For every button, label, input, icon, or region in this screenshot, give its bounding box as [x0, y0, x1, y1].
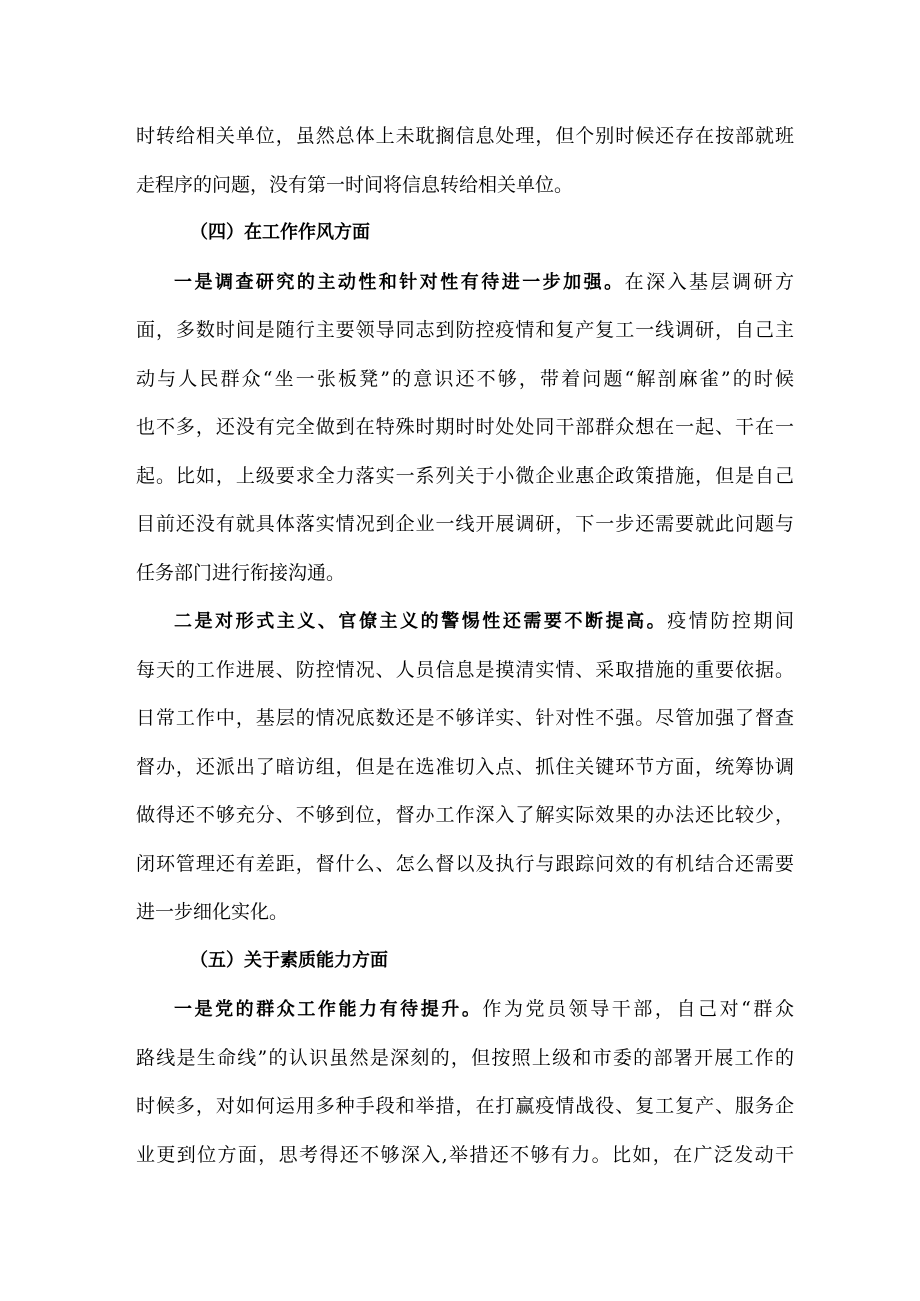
text-line: 路线是生命线”的认识虽然是深刻的，但按照上级和市委的部署开展工作的 [136, 1046, 794, 1069]
lead-rest: 作为党员领导干部，自己对“群众 [482, 998, 794, 1020]
text-line: 督办，还派出了暗访组，但是在选准切入点、抓住关键环节方面，统筹协调 [136, 755, 794, 778]
paragraph-3 [136, 597, 794, 937]
text-line: 也不多，还没有完全做到在特殊时期时时处处同干部群众想在一起、干在一 [136, 416, 794, 438]
lead-rest: 在深入基层调研方 [624, 270, 794, 293]
text-line: 进一步细化实化。 [136, 901, 289, 923]
text-line [136, 597, 794, 646]
lead-rest: 疫情防控期间 [667, 610, 794, 632]
bold-lead: 一是党的群众工作能力有待提升。 [174, 999, 483, 1020]
text-line [136, 258, 794, 307]
text-line: 时候多，对如何运用多种手段和举措，在打赢疫情战役、复工复产、服务企 [136, 1095, 794, 1117]
text-line: 闭环管理还有差距，督什么、怎么督以及执行与跟踪问效的有机结合还需要 [136, 852, 794, 875]
text-line: 面，多数时间是随行主要领导同志到防控疫情和复产复工一线调研，自己主 [136, 319, 794, 341]
paragraph-2 [136, 258, 794, 598]
text-line [136, 985, 794, 1034]
text-line: 时转给相关单位，虽然总体上未耽搁信息处理，但个别时候还存在按部就班 [136, 125, 794, 147]
bold-lead: 二是对形式主义、官僚主义的警惕性还需要不断提高。 [174, 611, 668, 632]
text-line: 目前还没有就具体落实情况到企业一线开展调研，下一步还需要就此问题与 [136, 513, 794, 535]
paragraph-4 [136, 985, 794, 1179]
section-heading-5: （五）关于素质能力方面 [190, 949, 388, 971]
text-line: 做得还不够充分、不够到位，督办工作深入了解实际效果的办法还比较少， [136, 804, 794, 826]
text-line: 每天的工作进展、防控情况、人员信息是摸清实情、采取措施的重要依据。 [136, 658, 794, 681]
section-heading-4: （四）在工作作风方面 [190, 222, 370, 243]
text-line: 动与人民群众“坐一张板凳”的意识还不够，带着问题“解剖麻雀”的时候 [136, 367, 794, 390]
bold-lead: 一是调查研究的主动性和针对性有待进一步加强。 [174, 271, 625, 293]
paragraph-1 [136, 112, 794, 209]
text-line: 业更到位方面，思考得还不够深入,举措还不够有力。比如，在广泛发动干 [136, 1143, 794, 1166]
text-line: 起。比如，上级要求全力落实一系列关于小微企业惠企政策措施，但是自己 [136, 464, 794, 487]
document-body [136, 112, 794, 1179]
text-line: 任务部门进行衔接沟通。 [136, 561, 346, 584]
text-line: 走程序的问题，没有第一时间将信息转给相关单位。 [136, 173, 574, 196]
text-line: 日常工作中，基层的情况底数还是不够详实、针对性不强。尽管加强了督查 [136, 707, 794, 729]
